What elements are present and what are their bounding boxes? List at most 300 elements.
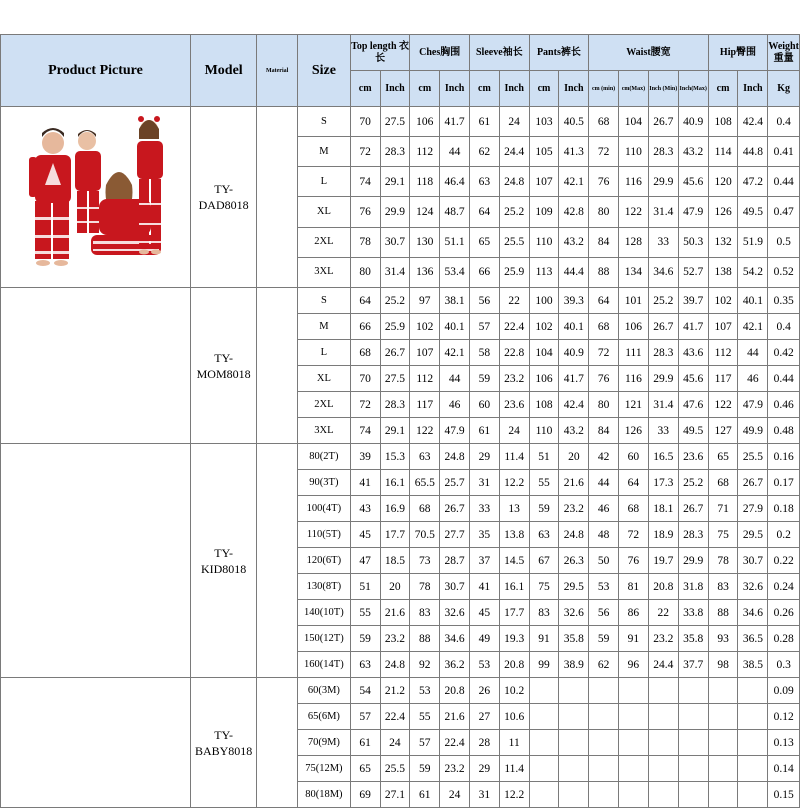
value-cell: 78 — [410, 574, 440, 600]
value-cell: 10.2 — [499, 678, 529, 704]
value-cell: 29.9 — [648, 167, 678, 197]
unit-header: Kg — [768, 71, 800, 107]
value-cell: 0.41 — [768, 137, 800, 167]
value-cell: 51.1 — [440, 227, 470, 257]
value-cell — [589, 756, 619, 782]
value-cell: 116 — [618, 167, 648, 197]
value-cell: 44.8 — [738, 137, 768, 167]
value-cell: 76 — [350, 197, 380, 227]
value-cell: 36.2 — [440, 652, 470, 678]
value-cell: 54 — [350, 678, 380, 704]
value-cell: 17.7 — [499, 600, 529, 626]
value-cell: 26.7 — [648, 314, 678, 340]
value-cell — [529, 730, 559, 756]
unit-header: cm — [410, 71, 440, 107]
value-cell: 29.1 — [380, 167, 410, 197]
value-cell: 76 — [618, 548, 648, 574]
model-cell: TY-DAD8018 — [190, 107, 256, 288]
size-cell: 2XL — [298, 392, 351, 418]
value-cell: 30.7 — [380, 227, 410, 257]
value-cell: 22 — [648, 600, 678, 626]
value-cell: 60 — [470, 392, 500, 418]
value-cell: 84 — [589, 227, 619, 257]
unit-header: Inch — [380, 71, 410, 107]
family-pajama-photo — [1, 107, 189, 287]
model-cell: TY-MOM8018 — [190, 288, 256, 444]
value-cell: 21.2 — [380, 678, 410, 704]
value-cell — [529, 704, 559, 730]
value-cell: 0.46 — [768, 392, 800, 418]
value-cell: 63 — [350, 652, 380, 678]
value-cell: 38.5 — [738, 652, 768, 678]
value-cell: 23.6 — [678, 444, 708, 470]
size-cell: 70(9M) — [298, 730, 351, 756]
unit-header: Inch — [499, 71, 529, 107]
value-cell: 105 — [529, 137, 559, 167]
value-cell: 18.5 — [380, 548, 410, 574]
value-cell: 11.4 — [499, 756, 529, 782]
size-cell: XL — [298, 197, 351, 227]
value-cell: 54.2 — [738, 257, 768, 287]
value-cell: 45.6 — [678, 366, 708, 392]
value-cell: 106 — [618, 314, 648, 340]
value-cell: 86 — [618, 600, 648, 626]
value-cell: 65 — [708, 444, 738, 470]
value-cell: 42.4 — [738, 107, 768, 137]
value-cell: 42.1 — [440, 340, 470, 366]
size-cell: 3XL — [298, 418, 351, 444]
size-cell: 3XL — [298, 257, 351, 287]
size-table — [0, 34, 800, 808]
size-cell: 80(18M) — [298, 782, 351, 808]
value-cell: 49 — [470, 626, 500, 652]
value-cell: 0.4 — [768, 107, 800, 137]
value-cell: 68 — [350, 340, 380, 366]
value-cell: 32.6 — [738, 574, 768, 600]
value-cell: 117 — [708, 366, 738, 392]
product-picture-cell — [1, 444, 191, 678]
value-cell — [678, 678, 708, 704]
value-cell: 126 — [618, 418, 648, 444]
value-cell: 41 — [470, 574, 500, 600]
value-cell: 43 — [350, 496, 380, 522]
value-cell: 31.4 — [648, 392, 678, 418]
value-cell: 74 — [350, 167, 380, 197]
value-cell: 44.4 — [559, 257, 589, 287]
value-cell: 97 — [410, 288, 440, 314]
value-cell: 0.12 — [768, 704, 800, 730]
value-cell: 24.8 — [559, 522, 589, 548]
value-cell: 19.7 — [648, 548, 678, 574]
value-cell: 35.8 — [678, 626, 708, 652]
value-cell: 0.28 — [768, 626, 800, 652]
value-cell: 68 — [589, 314, 619, 340]
value-cell: 13.8 — [499, 522, 529, 548]
value-cell: 51 — [529, 444, 559, 470]
unit-header: cm — [350, 71, 380, 107]
value-cell: 71 — [708, 496, 738, 522]
size-chart — [0, 34, 800, 808]
value-cell: 88 — [589, 257, 619, 287]
value-cell: 22 — [499, 288, 529, 314]
value-cell: 20.8 — [499, 652, 529, 678]
value-cell — [708, 756, 738, 782]
value-cell: 72 — [589, 137, 619, 167]
value-cell: 40.1 — [559, 314, 589, 340]
value-cell: 13 — [499, 496, 529, 522]
value-cell: 127 — [708, 418, 738, 444]
value-cell: 32.6 — [559, 600, 589, 626]
value-cell: 134 — [618, 257, 648, 287]
model-cell: TY-KID8018 — [190, 444, 256, 678]
value-cell — [678, 730, 708, 756]
value-cell — [529, 678, 559, 704]
value-cell: 44 — [440, 137, 470, 167]
value-cell — [648, 678, 678, 704]
value-cell — [678, 756, 708, 782]
value-cell: 31.8 — [678, 574, 708, 600]
value-cell: 29.5 — [738, 522, 768, 548]
value-cell — [738, 782, 768, 808]
value-cell — [618, 782, 648, 808]
value-cell: 112 — [410, 366, 440, 392]
value-cell: 0.47 — [768, 197, 800, 227]
value-cell: 45 — [470, 600, 500, 626]
value-cell — [678, 704, 708, 730]
header-model: Model — [190, 35, 256, 107]
value-cell: 122 — [410, 418, 440, 444]
value-cell: 80 — [350, 257, 380, 287]
value-cell: 0.14 — [768, 756, 800, 782]
value-cell: 52.7 — [678, 257, 708, 287]
value-cell: 112 — [410, 137, 440, 167]
value-cell — [559, 678, 589, 704]
value-cell: 42.4 — [559, 392, 589, 418]
value-cell: 21.6 — [559, 470, 589, 496]
value-cell: 72 — [589, 340, 619, 366]
unit-header: Inch — [440, 71, 470, 107]
unit-header: cm — [470, 71, 500, 107]
value-cell — [589, 782, 619, 808]
value-cell: 126 — [708, 197, 738, 227]
value-cell: 24.8 — [380, 652, 410, 678]
value-cell: 46 — [589, 496, 619, 522]
value-cell: 104 — [529, 340, 559, 366]
value-cell: 25.9 — [380, 314, 410, 340]
value-cell: 103 — [529, 107, 559, 137]
value-cell: 68 — [708, 470, 738, 496]
value-cell: 98 — [708, 652, 738, 678]
value-cell: 62 — [470, 137, 500, 167]
value-cell: 59 — [410, 756, 440, 782]
value-cell: 43.2 — [559, 418, 589, 444]
value-cell: 44 — [738, 340, 768, 366]
value-cell: 27.1 — [380, 782, 410, 808]
value-cell: 14.5 — [499, 548, 529, 574]
value-cell: 122 — [618, 197, 648, 227]
value-cell: 114 — [708, 137, 738, 167]
material-cell — [257, 444, 298, 678]
value-cell: 27.7 — [440, 522, 470, 548]
value-cell: 29.9 — [648, 366, 678, 392]
value-cell: 92 — [410, 652, 440, 678]
value-cell: 35 — [470, 522, 500, 548]
value-cell: 68 — [618, 496, 648, 522]
value-cell: 29.1 — [380, 418, 410, 444]
value-cell: 60 — [618, 444, 648, 470]
value-cell: 31 — [470, 470, 500, 496]
product-picture-cell — [1, 288, 191, 444]
value-cell: 122 — [708, 392, 738, 418]
unit-header: cm — [708, 71, 738, 107]
value-cell: 0.52 — [768, 257, 800, 287]
value-cell: 24.4 — [648, 652, 678, 678]
value-cell: 0.17 — [768, 470, 800, 496]
value-cell: 64 — [470, 197, 500, 227]
size-cell: 150(12T) — [298, 626, 351, 652]
value-cell: 16.1 — [380, 470, 410, 496]
product-picture-cell — [1, 107, 191, 288]
value-cell: 41.7 — [440, 107, 470, 137]
value-cell: 0.44 — [768, 167, 800, 197]
header-material: Material — [257, 35, 298, 107]
size-cell: 120(6T) — [298, 548, 351, 574]
value-cell: 110 — [618, 137, 648, 167]
value-cell — [559, 756, 589, 782]
value-cell: 0.4 — [768, 314, 800, 340]
value-cell — [648, 730, 678, 756]
value-cell: 107 — [410, 340, 440, 366]
value-cell: 24 — [380, 730, 410, 756]
value-cell: 42.1 — [559, 167, 589, 197]
value-cell: 47.9 — [738, 392, 768, 418]
value-cell: 113 — [529, 257, 559, 287]
value-cell: 33 — [648, 418, 678, 444]
value-cell: 91 — [618, 626, 648, 652]
value-cell: 17.7 — [380, 522, 410, 548]
value-cell: 0.24 — [768, 574, 800, 600]
value-cell: 39.3 — [559, 288, 589, 314]
value-cell: 102 — [410, 314, 440, 340]
value-cell: 56 — [470, 288, 500, 314]
value-cell: 43.6 — [678, 340, 708, 366]
value-cell: 21.6 — [380, 600, 410, 626]
value-cell: 81 — [618, 574, 648, 600]
value-cell: 25.2 — [678, 470, 708, 496]
value-cell: 132 — [708, 227, 738, 257]
value-cell: 42 — [589, 444, 619, 470]
value-cell: 22.4 — [380, 704, 410, 730]
value-cell: 19.3 — [499, 626, 529, 652]
value-cell: 124 — [410, 197, 440, 227]
value-cell — [738, 756, 768, 782]
value-cell: 47.9 — [678, 197, 708, 227]
value-cell: 32.6 — [440, 600, 470, 626]
value-cell — [678, 782, 708, 808]
value-cell: 28.3 — [648, 137, 678, 167]
size-cell: 60(3M) — [298, 678, 351, 704]
value-cell — [618, 704, 648, 730]
value-cell — [738, 704, 768, 730]
value-cell: 50 — [589, 548, 619, 574]
size-cell: 160(14T) — [298, 652, 351, 678]
value-cell: 0.42 — [768, 340, 800, 366]
size-cell: 110(5T) — [298, 522, 351, 548]
value-cell: 0.5 — [768, 227, 800, 257]
value-cell — [529, 782, 559, 808]
value-cell: 63 — [410, 444, 440, 470]
unit-header: Inch — [738, 71, 768, 107]
value-cell: 26.7 — [678, 496, 708, 522]
value-cell: 70 — [350, 366, 380, 392]
value-cell: 25.5 — [499, 227, 529, 257]
value-cell: 25.2 — [648, 288, 678, 314]
value-cell: 37.7 — [678, 652, 708, 678]
value-cell: 34.6 — [648, 257, 678, 287]
value-cell: 27.5 — [380, 107, 410, 137]
value-cell: 56 — [589, 600, 619, 626]
value-cell: 23.2 — [440, 756, 470, 782]
model-cell: TY-BABY8018 — [190, 678, 256, 808]
value-cell: 61 — [410, 782, 440, 808]
value-cell: 33.8 — [678, 600, 708, 626]
value-cell — [559, 704, 589, 730]
value-cell: 12.2 — [499, 782, 529, 808]
value-cell: 28.3 — [380, 392, 410, 418]
value-cell: 24 — [499, 418, 529, 444]
value-cell: 21.6 — [440, 704, 470, 730]
value-cell: 22.8 — [499, 340, 529, 366]
value-cell: 26.7 — [738, 470, 768, 496]
value-cell: 49.5 — [678, 418, 708, 444]
value-cell: 91 — [529, 626, 559, 652]
size-cell: M — [298, 314, 351, 340]
value-cell: 102 — [708, 288, 738, 314]
unit-header: Inch(Max) — [678, 71, 708, 107]
value-cell: 128 — [618, 227, 648, 257]
value-cell: 68 — [589, 107, 619, 137]
value-cell: 96 — [618, 652, 648, 678]
value-cell — [738, 678, 768, 704]
value-cell — [648, 704, 678, 730]
value-cell: 0.2 — [768, 522, 800, 548]
value-cell: 25.2 — [380, 288, 410, 314]
value-cell: 0.15 — [768, 782, 800, 808]
value-cell: 101 — [618, 288, 648, 314]
value-cell — [618, 756, 648, 782]
value-cell: 0.13 — [768, 730, 800, 756]
value-cell: 70 — [350, 107, 380, 137]
value-cell — [559, 782, 589, 808]
header-chest: Ches胸围 — [410, 35, 470, 71]
value-cell: 22.4 — [440, 730, 470, 756]
value-cell: 109 — [529, 197, 559, 227]
value-cell: 66 — [470, 257, 500, 287]
value-cell: 72 — [350, 392, 380, 418]
value-cell: 23.2 — [380, 626, 410, 652]
value-cell: 26.7 — [648, 107, 678, 137]
value-cell: 34.6 — [440, 626, 470, 652]
value-cell: 62 — [589, 652, 619, 678]
value-cell: 0.3 — [768, 652, 800, 678]
product-picture-cell — [1, 678, 191, 808]
size-cell: L — [298, 167, 351, 197]
table-row — [1, 288, 800, 314]
value-cell: 40.9 — [559, 340, 589, 366]
value-cell — [618, 678, 648, 704]
size-cell: 80(2T) — [298, 444, 351, 470]
value-cell: 45.6 — [678, 167, 708, 197]
value-cell: 118 — [410, 167, 440, 197]
value-cell: 38.9 — [559, 652, 589, 678]
value-cell: 108 — [529, 392, 559, 418]
value-cell: 41.7 — [678, 314, 708, 340]
value-cell: 24.4 — [499, 137, 529, 167]
size-table-body — [1, 107, 800, 808]
value-cell: 57 — [350, 704, 380, 730]
value-cell: 48.7 — [440, 197, 470, 227]
value-cell: 26 — [470, 678, 500, 704]
value-cell: 28.3 — [678, 522, 708, 548]
value-cell: 51.9 — [738, 227, 768, 257]
value-cell: 36.5 — [738, 626, 768, 652]
value-cell: 66 — [350, 314, 380, 340]
value-cell — [708, 704, 738, 730]
value-cell: 53 — [589, 574, 619, 600]
value-cell — [589, 730, 619, 756]
unit-header: cm (min) — [589, 71, 619, 107]
value-cell: 83 — [529, 600, 559, 626]
value-cell: 61 — [350, 730, 380, 756]
value-cell — [589, 678, 619, 704]
value-cell: 55 — [410, 704, 440, 730]
value-cell: 47.6 — [678, 392, 708, 418]
value-cell: 20 — [559, 444, 589, 470]
value-cell: 88 — [708, 600, 738, 626]
value-cell: 76 — [589, 366, 619, 392]
value-cell: 112 — [708, 340, 738, 366]
value-cell: 88 — [410, 626, 440, 652]
value-cell: 29 — [470, 444, 500, 470]
value-cell: 34.6 — [738, 600, 768, 626]
value-cell: 138 — [708, 257, 738, 287]
value-cell: 23.2 — [559, 496, 589, 522]
value-cell: 59 — [529, 496, 559, 522]
value-cell: 80 — [589, 197, 619, 227]
value-cell: 65 — [470, 227, 500, 257]
value-cell: 48 — [589, 522, 619, 548]
value-cell: 20 — [380, 574, 410, 600]
value-cell: 83 — [410, 600, 440, 626]
value-cell: 63 — [529, 522, 559, 548]
value-cell: 16.1 — [499, 574, 529, 600]
table-row — [1, 678, 800, 704]
value-cell: 25.7 — [440, 470, 470, 496]
header-sleeve: Sleeve袖长 — [470, 35, 530, 71]
value-cell: 58 — [470, 340, 500, 366]
value-cell: 102 — [529, 314, 559, 340]
value-cell: 29 — [470, 756, 500, 782]
header-size: Size — [298, 35, 351, 107]
value-cell: 41.3 — [559, 137, 589, 167]
unit-header: Inch (Min) — [648, 71, 678, 107]
value-cell: 75 — [529, 574, 559, 600]
value-cell: 47.9 — [440, 418, 470, 444]
value-cell: 0.18 — [768, 496, 800, 522]
value-cell: 26.7 — [440, 496, 470, 522]
value-cell: 17.3 — [648, 470, 678, 496]
material-cell — [257, 288, 298, 444]
